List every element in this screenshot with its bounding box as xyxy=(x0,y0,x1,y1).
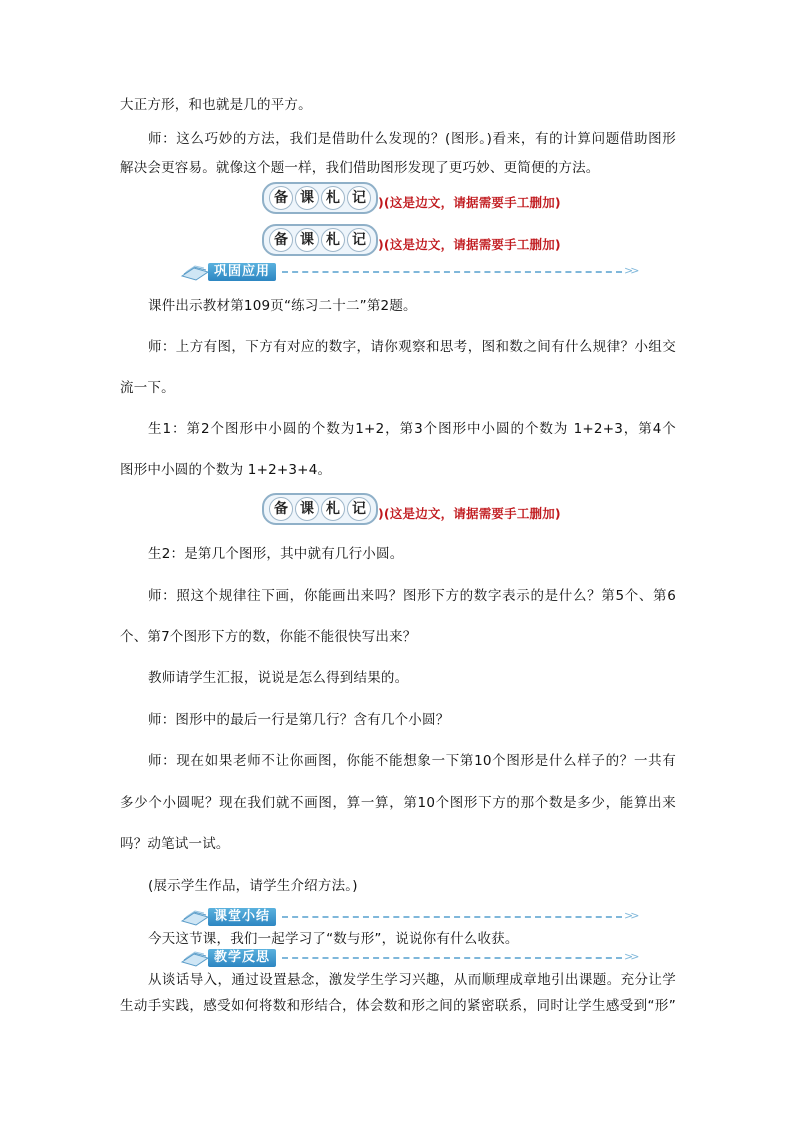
text-line: 师：这么巧妙的方法，我们是借助什么发现的？(图形。)看来，有的计算问题借助图形 xyxy=(148,131,676,147)
badge-char: 札 xyxy=(321,497,345,521)
text-line: 个、第7个图形下方的数，你能不能很快写出来？ xyxy=(120,629,417,645)
lesson-note-marker xyxy=(262,183,561,213)
section-title: 巩固应用 xyxy=(208,263,276,281)
arrow-icon: >> xyxy=(624,264,637,277)
lesson-note-marker xyxy=(262,494,561,524)
lesson-note-marker xyxy=(262,225,561,255)
badge-char: 课 xyxy=(295,497,319,521)
book-icon xyxy=(180,907,210,927)
arrow-icon: >> xyxy=(624,950,637,963)
dashed-divider xyxy=(282,916,622,918)
dashed-divider xyxy=(282,271,622,273)
section-title: 课堂小结 xyxy=(208,908,276,926)
badge-char: 备 xyxy=(269,186,293,210)
margin-note-text: )(这是边文，请据需要手工删加) xyxy=(378,506,561,521)
badge-char: 记 xyxy=(347,228,371,252)
text-line: 生1：第2个图形中小圆的个数为1+2，第3个图形中小圆的个数为 1+2+3，第4个 xyxy=(148,421,676,437)
badge-char: 备 xyxy=(269,497,293,521)
text-line: 师：上方有图，下方有对应的数字，请你观察和思考，图和数之间有什么规律？小组交 xyxy=(148,339,676,355)
margin-note-text: )(这是边文，请据需要手工删加) xyxy=(378,237,561,252)
text-line: 师：现在如果老师不让你画图，你能不能想象一下第10个图形是什么样子的？一共有 xyxy=(148,753,676,769)
text-line: 解决会更容易。就像这个题一样，我们借助图形发现了更巧妙、更简便的方法。 xyxy=(120,160,600,176)
text-line: 师：照这个规律往下画，你能画出来吗？图形下方的数字表示的是什么？第5个、第6 xyxy=(148,588,676,604)
text-line: 吗？动笔试一试。 xyxy=(120,836,230,852)
text-line: 流一下。 xyxy=(120,380,175,396)
text-line: 图形中小圆的个数为 1+2+3+4。 xyxy=(120,462,332,478)
book-icon xyxy=(180,948,210,968)
badge-char: 札 xyxy=(321,228,345,252)
lesson-note-badge xyxy=(262,493,378,525)
lesson-note-badge xyxy=(262,224,378,256)
dashed-divider xyxy=(282,957,622,959)
text-line: 生2：是第几个图形，其中就有几行小圆。 xyxy=(148,546,404,562)
lesson-note-badge xyxy=(262,182,378,214)
text-line: 生动手实践，感受如何将数和形结合，体会数和形之间的紧密联系，同时让学生感受到“形” xyxy=(120,998,676,1014)
badge-char: 备 xyxy=(269,228,293,252)
section-header-reflection xyxy=(180,947,640,969)
section-header-consolidation xyxy=(180,261,640,283)
badge-char: 记 xyxy=(347,186,371,210)
text-line: 教师请学生汇报，说说是怎么得到结果的。 xyxy=(148,670,409,686)
text-line: 从谈话导入，通过设置悬念，激发学生学习兴趣，从而顺理成章地引出课题。充分让学 xyxy=(148,972,676,988)
badge-char: 札 xyxy=(321,186,345,210)
text-line: 多少个小圆呢？现在我们就不画图，算一算，第10个图形下方的那个数是多少，能算出来 xyxy=(120,795,676,811)
text-line: 大正方形，和也就是几的平方。 xyxy=(120,97,312,113)
arrow-icon: >> xyxy=(624,909,637,922)
margin-note-text: )(这是边文，请据需要手工删加) xyxy=(378,195,561,210)
text-line: 课件出示教材第109页“练习二十二”第2题。 xyxy=(148,298,417,314)
text-line: (展示学生作品，请学生介绍方法。) xyxy=(148,878,358,894)
badge-char: 课 xyxy=(295,186,319,210)
text-line: 今天这节课，我们一起学习了“数与形”，说说你有什么收获。 xyxy=(148,931,519,947)
section-title: 教学反思 xyxy=(208,949,276,967)
text-line: 师：图形中的最后一行是第几行？含有几个小圆？ xyxy=(148,712,450,728)
book-icon xyxy=(180,262,210,282)
badge-char: 记 xyxy=(347,497,371,521)
section-header-summary xyxy=(180,906,640,928)
badge-char: 课 xyxy=(295,228,319,252)
